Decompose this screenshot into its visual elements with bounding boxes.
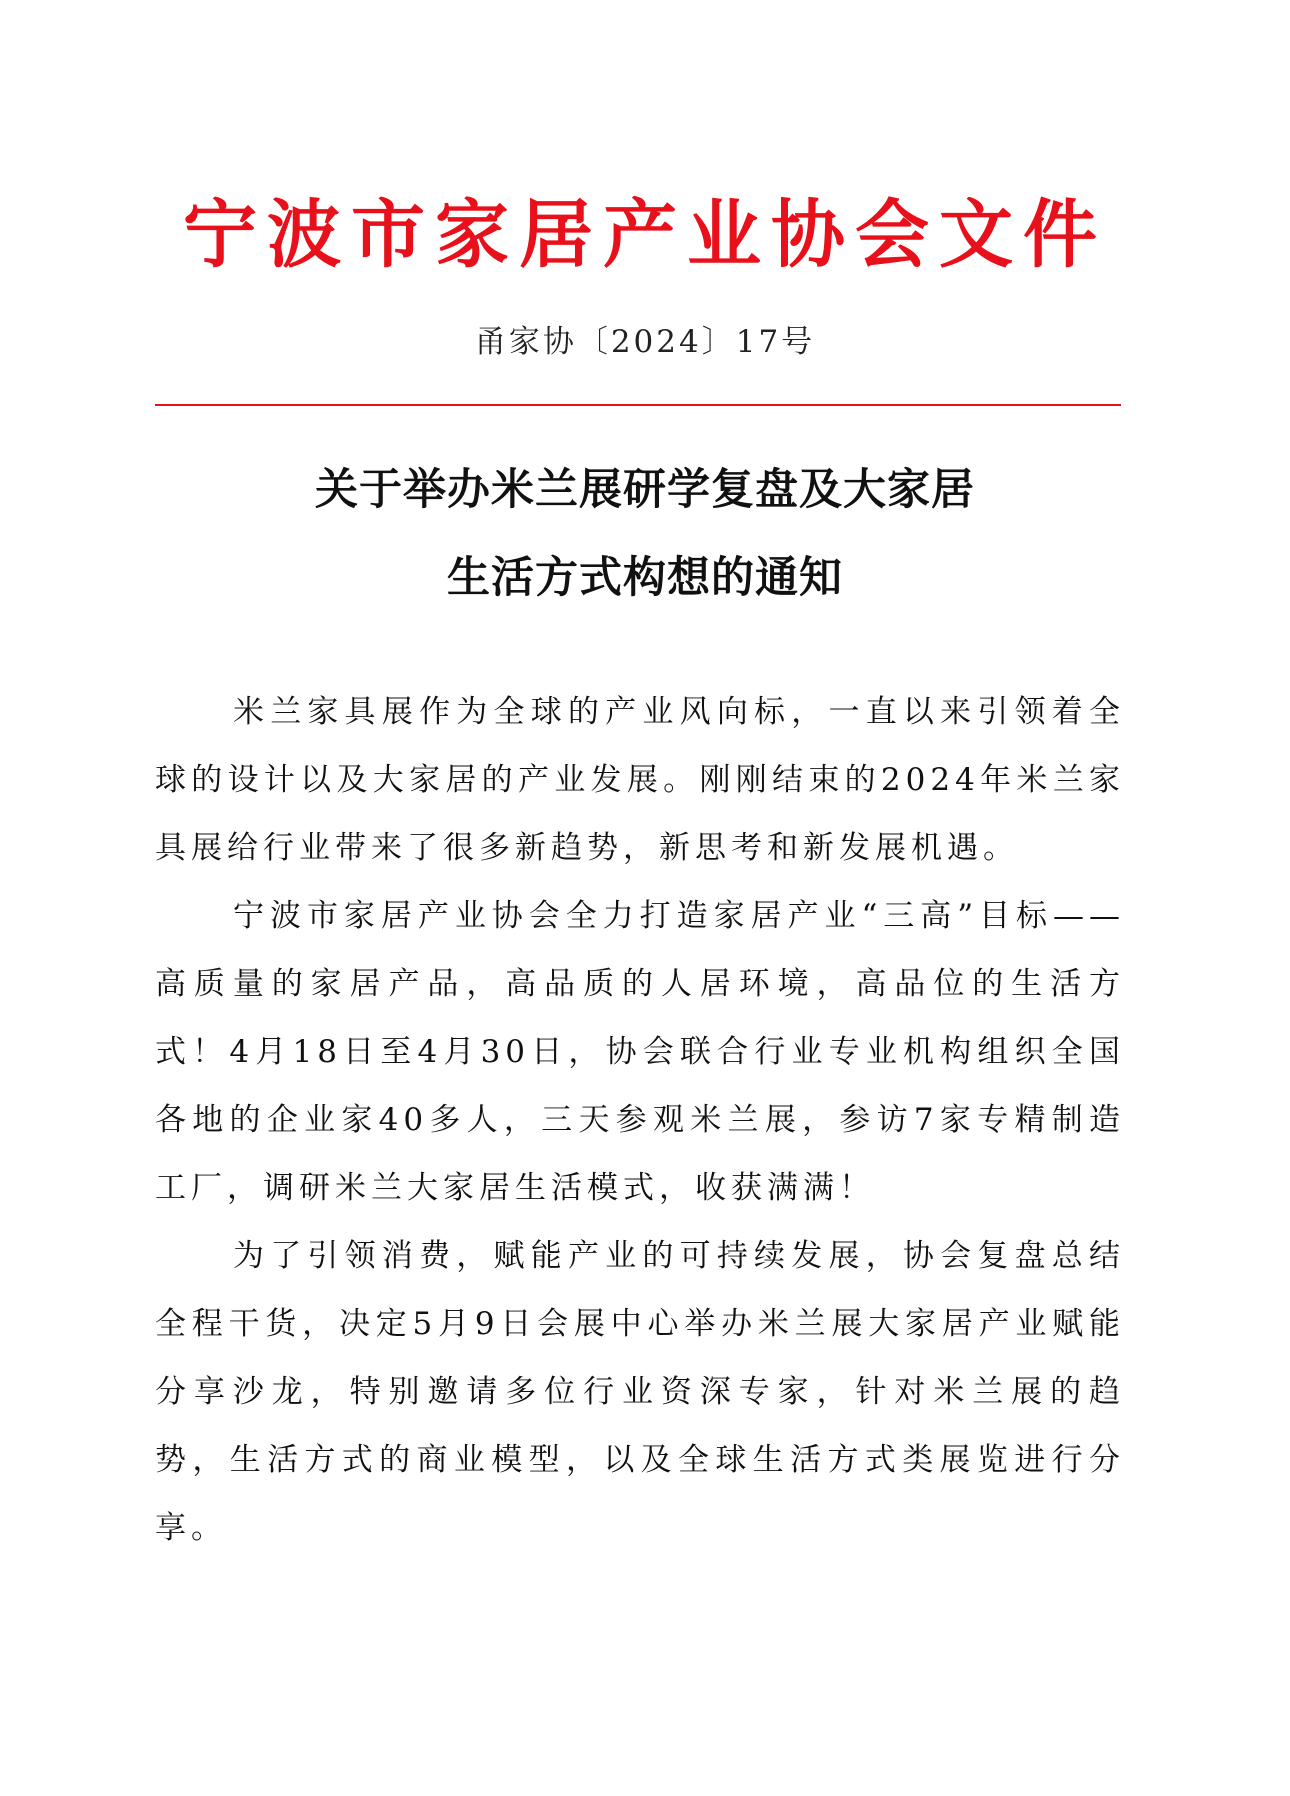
document-title xyxy=(0,446,1290,622)
body-paragraph-2: 宁波市家居产业协会全力打造家居产业“三高”目标——高质量的家居产品，高品质的人居环境，高品位的生活方式！4月18日至4月30日，协会联合行业专业机构组织全国各地的企业家40多人，三天参观米兰展，参访7家专精制造工厂，调研米兰大家居生活模式，收获满满！ xyxy=(155,898,1125,1206)
red-divider-line xyxy=(155,404,1121,406)
title-line-2: 生活方式构想的通知 xyxy=(447,553,843,603)
title-line-1: 关于举办米兰展研学复盘及大家居 xyxy=(315,465,975,515)
document-number: 甬家协〔2024〕17号 xyxy=(474,324,816,360)
body-paragraph-3: 为了引领消费，赋能产业的可持续发展，协会复盘总结全程干货，决定5月9日会展中心举办米兰展大家居产业赋能分享沙龙，特别邀请多位行业资深专家，针对米兰展的趋势，生活方式的商业模型，以及全球生活方式类展览进行分享。 xyxy=(155,1238,1125,1546)
document-body xyxy=(155,678,1125,1562)
body-paragraph-1: 米兰家具展作为全球的产业风向标，一直以来引领着全球的设计以及大家居的产业发展。刚刚结束的2024年米兰家具展给行业带来了很多新趋势，新思考和新发展机遇。 xyxy=(155,694,1125,866)
organization-header: 宁波市家居产业协会文件 xyxy=(183,192,1107,278)
